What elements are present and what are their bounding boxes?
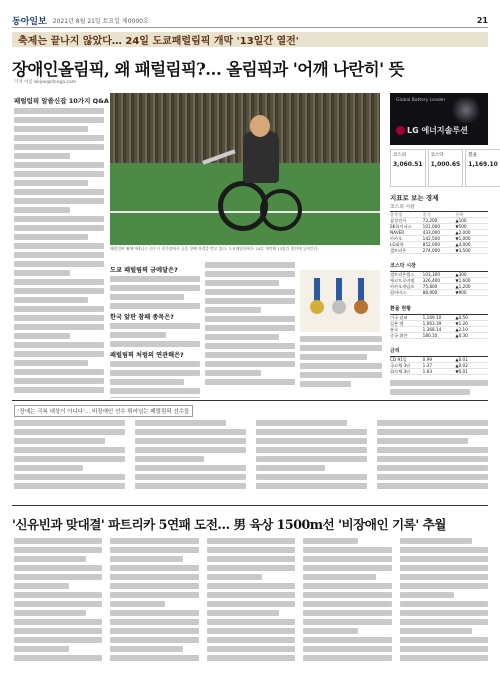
subheading: 패럴림픽 처럼의 연관해은? xyxy=(110,352,184,359)
table-row: 국고채 3년 1.37 ▲0.02 xyxy=(390,363,488,369)
kosdaq-table xyxy=(390,271,488,296)
lower-section-tag: '장애는 극복 대상이 아니다'… 비장애인 선수 뛰어넘는 패럴림픽 선수들 xyxy=(14,405,193,417)
subheading: 한국 앞판 참패 종목은? xyxy=(110,314,174,321)
table-row: 유로 1,368.14 ▲2.10 xyxy=(390,327,488,333)
photo-caption: 패럴림픽 휠체어테니스 선수가 경기장에서 공을 향해 라켓을 뻗고 있다. 도쿄패럴림픽은 24일 개막해 13일간 열전에 들어간다. xyxy=(110,246,319,251)
table-row: 일본 엔 1,063.39 ▼1.20 xyxy=(390,321,488,327)
ad-graphic xyxy=(450,97,482,123)
left-column-text xyxy=(14,108,104,398)
main-headline: 장애인올림픽, 왜 패럴림픽?… 올림픽과 '어깨 나란히' 뜻 xyxy=(12,60,405,79)
wheelchair-wheel xyxy=(260,189,302,231)
bronze-medal xyxy=(354,300,368,314)
stock-box: 코스닥 1,000.65 xyxy=(428,149,464,187)
medal-ribbon xyxy=(314,278,320,302)
interest-label: 금리 xyxy=(390,348,400,354)
headline-divider xyxy=(12,505,488,506)
section-banner xyxy=(12,32,488,47)
right-story-column xyxy=(300,336,382,398)
exchange-table xyxy=(390,314,488,339)
table-row: NAVER 433,000 ▲2,000 xyxy=(390,230,488,236)
table-row: 카카오 142,500 ▼1,000 xyxy=(390,236,488,242)
gold-medal xyxy=(310,300,324,314)
subheading: 도쿄 패럴림픽 금메달은? xyxy=(110,267,178,274)
table-row: 셀트리온헬스 103,300 ▲300 xyxy=(390,272,488,278)
athlete-body xyxy=(243,131,279,183)
medals-image xyxy=(300,270,380,332)
kosdaq-label: 코스닥 시장 xyxy=(390,263,416,269)
silver-medal xyxy=(332,300,346,314)
middle-column-2 xyxy=(205,262,295,398)
table-row: 중국 위안 180.10 ▲0.30 xyxy=(390,333,488,339)
lower-headline: '신유빈과 맞대결' 파트리카 5연패 도전… 男 육상 1500m선 '비장애인 기록' 추월 xyxy=(12,517,446,532)
byline: 기자 이름 bkjoo@donga.com xyxy=(14,80,77,85)
issue-date: 2021년 8월 21일 토요일 제0000호 xyxy=(52,18,149,25)
side-heading: 패럴림픽 알쓸신잡 10가지 Q&A xyxy=(14,97,109,105)
lower-top-text xyxy=(14,420,488,500)
table-row: LG화학 852,000 ▲4,000 xyxy=(390,242,488,248)
market-subtitle: 코스피 시장 xyxy=(390,205,415,210)
right-notes-text xyxy=(390,380,488,398)
medal-ribbon xyxy=(336,278,342,302)
lg-advertisement[interactable] xyxy=(390,93,488,145)
interest-table xyxy=(390,356,488,375)
stock-box: 코스피 3,060.51 xyxy=(390,149,426,187)
ad-tagline: Global Battery Leader xyxy=(396,98,446,103)
table-row: 셀트리온 274,000 ▼3,500 xyxy=(390,248,488,254)
kospi-table: 종목명 종가 등락 삼성전자 73,200 ▲100 SK하이닉스 101,000 ▼500 NAVER 433,000 ▲2,000 카카오 142,500 ▼1,000 LG화학 852,000 ▲4,000 셀트리온 274,000 ▼3,500 xyxy=(390,211,488,254)
market-title: 지표로 보는 경제 xyxy=(390,194,439,202)
middle-column-1 xyxy=(110,262,200,398)
table-row: 미국 달러 1,169.10 ▲0.50 xyxy=(390,315,488,321)
stock-box: 환율 1,169.10 xyxy=(465,149,500,187)
ad-brand: LG 에너지솔루션 xyxy=(396,125,468,136)
masthead xyxy=(12,14,488,28)
table-row: CD 91일 0.99 ▲0.01 xyxy=(390,357,488,363)
page-number: 21 xyxy=(476,16,488,25)
lg-logo-icon xyxy=(396,126,405,135)
exchange-label: 환율 현황 xyxy=(390,306,412,312)
lower-body-text xyxy=(14,538,488,686)
table-row: 카카오게임즈 75,800 ▲1,200 xyxy=(390,284,488,290)
medal-ribbon xyxy=(358,278,364,302)
athlete-head xyxy=(250,115,270,137)
wheelchair-tennis-photo xyxy=(110,93,380,245)
banner-text: 축제는 끝나지 않았다… 24일 도쿄패럴림픽 개막 '13일간 열전' xyxy=(18,36,299,47)
table-row: 에코프로비엠 326,400 ▼1,600 xyxy=(390,278,488,284)
table-row: 펄어비스 88,900 ▼900 xyxy=(390,290,488,296)
table-row: SK하이닉스 101,000 ▼500 xyxy=(390,224,488,230)
table-row: 회사채 3년 1.93 ▼0.01 xyxy=(390,369,488,375)
table-row: 삼성전자 73,200 ▲100 xyxy=(390,218,488,224)
newspaper-logo: 동아일보 xyxy=(12,17,47,27)
stock-index-boxes xyxy=(390,149,498,187)
section-divider xyxy=(12,400,488,401)
